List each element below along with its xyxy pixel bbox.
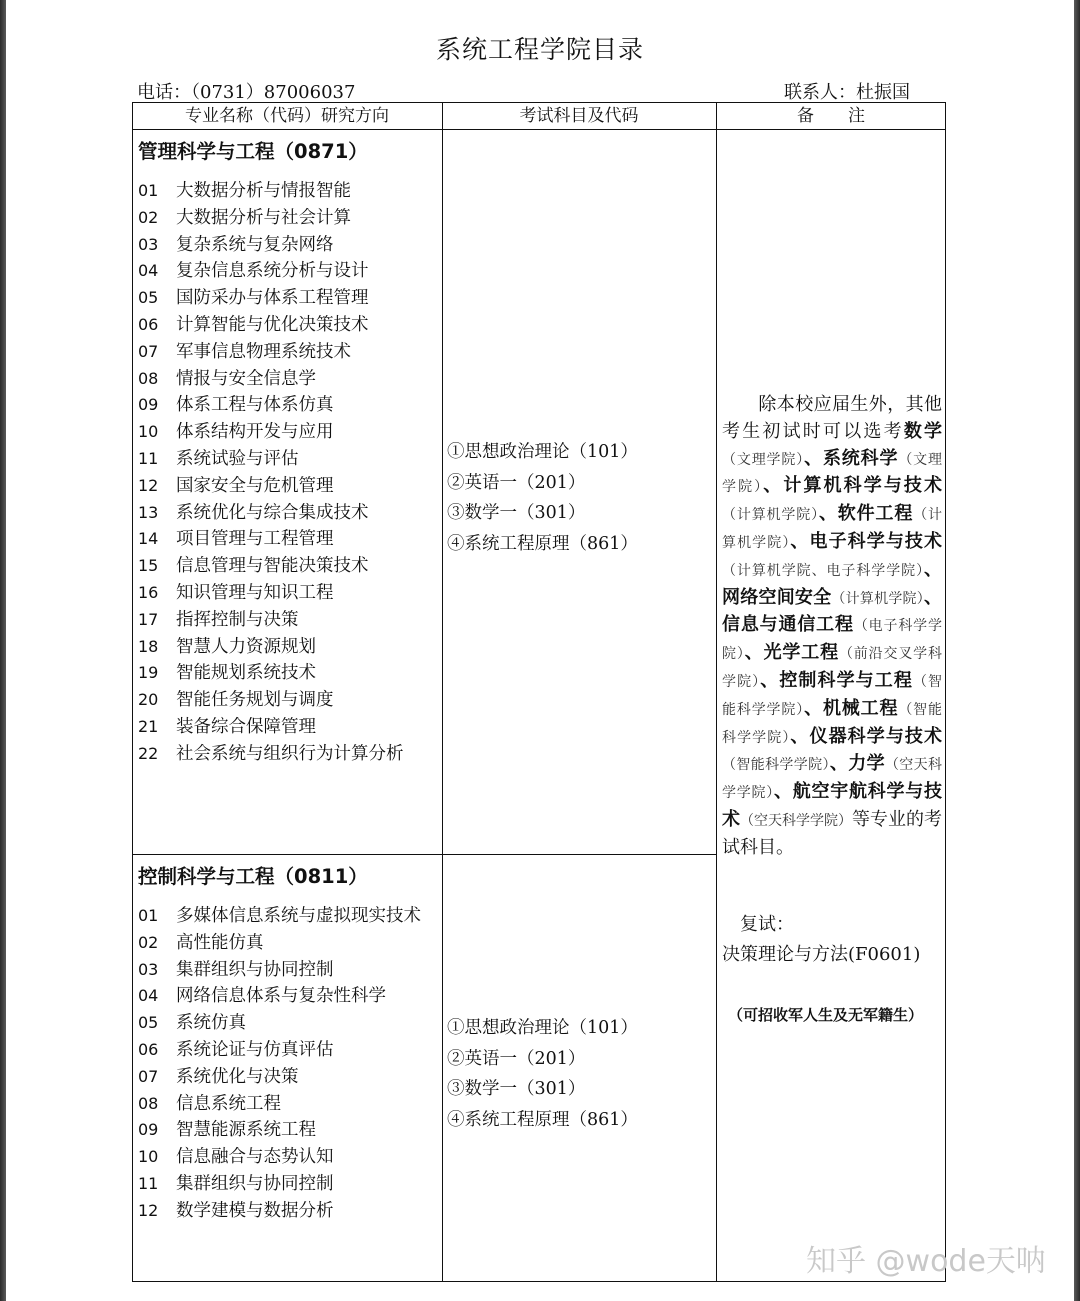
remark-subject: 、 bbox=[924, 558, 942, 580]
direction-name: 国家安全与危机管理 bbox=[176, 475, 334, 496]
direction-item bbox=[138, 1117, 421, 1144]
direction-item bbox=[138, 660, 404, 687]
remark-school: （计算机学院） bbox=[722, 507, 819, 524]
direction-code: 12 bbox=[138, 1200, 159, 1220]
direction-name: 军事信息物理系统技术 bbox=[176, 341, 351, 362]
watermark: 知乎 @wode天呐 bbox=[806, 1244, 1046, 1279]
exam-subject: ①思想政治理论（101） bbox=[447, 442, 638, 462]
direction-name: 系统优化与综合集成技术 bbox=[176, 502, 369, 523]
remark-subject: 软件工程 bbox=[837, 503, 914, 525]
direction-item bbox=[138, 1171, 421, 1198]
direction-name: 集群组织与协同控制 bbox=[176, 1173, 334, 1194]
direction-item bbox=[138, 473, 404, 500]
remarks-text bbox=[722, 392, 942, 862]
direction-code: 05 bbox=[138, 288, 159, 308]
major-title-0811: 控制科学与工程（0811） bbox=[138, 865, 368, 888]
direction-code: 08 bbox=[138, 1093, 159, 1113]
direction-name: 智能任务规划与调度 bbox=[176, 690, 334, 711]
remark-subject: 光学工程 bbox=[763, 642, 839, 664]
major-title-0871: 管理科学与工程（0871） bbox=[138, 140, 368, 163]
direction-code: 21 bbox=[138, 716, 159, 736]
direction-name: 计算智能与优化决策技术 bbox=[176, 314, 369, 335]
direction-code: 10 bbox=[138, 422, 159, 442]
direction-code: 19 bbox=[138, 663, 159, 683]
remark-subject: 、 bbox=[804, 697, 823, 719]
direction-name: 系统论证与仿真评估 bbox=[176, 1039, 334, 1060]
direction-item bbox=[138, 930, 421, 957]
right-frame-border bbox=[1074, 0, 1080, 1301]
direction-code: 14 bbox=[138, 529, 159, 549]
remark-school: （前沿交叉学科学院） bbox=[722, 646, 943, 690]
remark-subject: 力学 bbox=[848, 753, 885, 775]
remark-subject: 、 bbox=[790, 530, 810, 552]
remark-subject: 数学 bbox=[903, 420, 943, 442]
direction-code: 17 bbox=[138, 609, 159, 629]
remark-subject: 计算机科学与技术 bbox=[783, 475, 943, 497]
exam-subject: ③数学一（301） bbox=[447, 1079, 586, 1099]
remark-school: （计算机学院） bbox=[831, 590, 925, 607]
direction-code: 18 bbox=[138, 636, 159, 656]
direction-name: 信息融合与态势认知 bbox=[176, 1147, 334, 1168]
remark-subject: 、 bbox=[760, 669, 780, 691]
remark-subject: 控制科学与工程 bbox=[779, 669, 913, 691]
direction-name: 大数据分析与情报智能 bbox=[176, 181, 351, 201]
direction-name: 体系工程与体系仿真 bbox=[176, 395, 334, 416]
direction-name: 系统仿真 bbox=[176, 1013, 246, 1034]
exam-subject: ④系统工程原理（861） bbox=[447, 1109, 638, 1130]
direction-code: 03 bbox=[138, 959, 159, 979]
remark-school: （文理学院） bbox=[722, 451, 805, 468]
direction-item bbox=[138, 339, 404, 366]
direction-item bbox=[138, 957, 421, 984]
exam-subject: ①思想政治理论（101） bbox=[447, 1018, 638, 1038]
direction-item bbox=[138, 714, 404, 741]
header-major: 专业名称（代码）研究方向 bbox=[185, 106, 389, 126]
direction-item bbox=[138, 983, 421, 1010]
enrollment-note: （可招收军人生及无军籍生） bbox=[728, 1006, 924, 1024]
direction-item bbox=[138, 285, 404, 312]
direction-item bbox=[138, 741, 404, 768]
direction-name: 复杂系统与复杂网络 bbox=[176, 234, 334, 255]
direction-name: 智能规划系统技术 bbox=[176, 663, 316, 684]
remark-school: （智能科学学院） bbox=[722, 701, 943, 746]
remark-subject: 、 bbox=[818, 503, 838, 525]
direction-item bbox=[138, 392, 404, 419]
column-divider-2 bbox=[716, 102, 717, 1282]
direction-name: 国防采办与体系工程管理 bbox=[176, 288, 369, 309]
direction-name: 系统优化与决策 bbox=[176, 1066, 299, 1087]
exam-subject: ②英语一（201） bbox=[447, 472, 586, 493]
direction-name: 多媒体信息系统与虚拟现实技术 bbox=[176, 906, 421, 926]
direction-code: 16 bbox=[138, 582, 159, 602]
exam-list-0871 bbox=[447, 437, 638, 559]
direction-name: 集群组织与协同控制 bbox=[176, 959, 334, 980]
remark-subject: 、 bbox=[763, 475, 784, 497]
direction-name: 信息系统工程 bbox=[176, 1093, 281, 1114]
direction-name: 知识管理与知识工程 bbox=[176, 582, 334, 603]
column-divider-1 bbox=[442, 102, 443, 1282]
direction-code: 01 bbox=[138, 181, 159, 200]
direction-item bbox=[138, 1037, 421, 1064]
direction-code: 20 bbox=[138, 690, 159, 710]
direction-code: 10 bbox=[138, 1147, 159, 1167]
page-title: 系统工程学院目录 bbox=[435, 35, 644, 64]
remark-subject: 航空宇航科学与技术 bbox=[722, 781, 942, 830]
remark-subject: 信息与通信工程 bbox=[722, 614, 854, 636]
direction-name: 系统试验与评估 bbox=[176, 448, 299, 469]
direction-item bbox=[138, 366, 404, 393]
direction-item bbox=[138, 1198, 421, 1225]
remark-subject: 网络空间安全 bbox=[722, 586, 832, 608]
direction-code: 22 bbox=[138, 743, 159, 763]
direction-code: 02 bbox=[138, 932, 159, 952]
remark-school: （计算机学院、电子科学学院） bbox=[722, 562, 924, 579]
header-exam: 考试科目及代码 bbox=[519, 106, 639, 126]
direction-item bbox=[138, 687, 404, 714]
remark-text: 除本校应届生外，其他考生初试时可以选考 bbox=[722, 394, 942, 442]
direction-code: 04 bbox=[138, 986, 159, 1006]
remark-subject: 系统科学 bbox=[822, 447, 899, 469]
direction-code: 09 bbox=[138, 1120, 159, 1140]
direction-code: 11 bbox=[138, 448, 159, 468]
direction-item bbox=[138, 526, 404, 553]
direction-item bbox=[138, 312, 404, 339]
direction-name: 体系结构开发与应用 bbox=[176, 422, 334, 443]
remark-subject: 、 bbox=[804, 447, 823, 469]
remark-subject: 、 bbox=[774, 781, 793, 803]
direction-item bbox=[138, 419, 404, 446]
direction-code: 02 bbox=[138, 207, 159, 227]
direction-name: 项目管理与工程管理 bbox=[176, 529, 334, 550]
direction-code: 04 bbox=[138, 261, 159, 281]
direction-code: 07 bbox=[138, 1066, 159, 1086]
remark-subject: 、 bbox=[790, 725, 810, 747]
exam-subject: ②英语一（201） bbox=[447, 1048, 586, 1069]
header-divider bbox=[132, 129, 946, 130]
direction-item bbox=[138, 1091, 421, 1118]
header-remarks: 备 注 bbox=[797, 106, 865, 126]
remark-school: （电子科学学院） bbox=[722, 618, 943, 663]
direction-item bbox=[138, 607, 404, 634]
direction-code: 07 bbox=[138, 341, 159, 361]
direction-item bbox=[138, 1064, 421, 1091]
phone-number: 电话：（0731）87006037 bbox=[137, 82, 356, 103]
direction-list-0811 bbox=[138, 903, 421, 1225]
remark-subject: 、 bbox=[744, 642, 764, 664]
exam-subject: ④系统工程原理（861） bbox=[447, 533, 638, 554]
direction-item bbox=[138, 553, 404, 580]
direction-code: 15 bbox=[138, 556, 159, 576]
direction-name: 指挥控制与决策 bbox=[176, 609, 299, 630]
direction-name: 装备综合保障管理 bbox=[176, 716, 316, 737]
direction-item bbox=[138, 178, 404, 205]
direction-name: 智慧能源系统工程 bbox=[176, 1120, 316, 1141]
direction-code: 13 bbox=[138, 502, 159, 522]
direction-name: 数学建模与数据分析 bbox=[176, 1200, 334, 1221]
remark-school: （计算机学院） bbox=[722, 507, 943, 551]
direction-item bbox=[138, 1010, 421, 1037]
exam-list-0811 bbox=[447, 1013, 638, 1135]
direction-code: 11 bbox=[138, 1173, 159, 1193]
left-frame-border bbox=[0, 0, 6, 1301]
direction-name: 社会系统与组织行为计算分析 bbox=[176, 743, 404, 764]
direction-code: 06 bbox=[138, 1039, 159, 1059]
direction-item bbox=[138, 580, 404, 607]
exam-subject: ③数学一（301） bbox=[447, 503, 586, 523]
remark-subject: 机械工程 bbox=[822, 697, 899, 719]
remark-subject: 、 bbox=[829, 753, 849, 775]
remark-subject: 电子科学与技术 bbox=[809, 530, 943, 552]
remark-subject: 、 bbox=[924, 586, 943, 608]
major-divider bbox=[132, 854, 716, 855]
direction-item bbox=[138, 446, 404, 473]
remark-school: （文理学院） bbox=[722, 451, 943, 496]
direction-code: 09 bbox=[138, 395, 159, 415]
direction-name: 大数据分析与社会计算 bbox=[176, 207, 351, 228]
contact-person: 联系人：杜振国 bbox=[784, 82, 910, 103]
direction-name: 高性能仿真 bbox=[176, 932, 264, 953]
direction-code: 06 bbox=[138, 314, 159, 334]
direction-name: 网络信息体系与复杂性科学 bbox=[176, 986, 386, 1007]
direction-item bbox=[138, 500, 404, 527]
remark-text: 等专业的考试科目。 bbox=[722, 808, 942, 858]
direction-item bbox=[138, 1144, 421, 1171]
direction-item bbox=[138, 634, 404, 661]
direction-item bbox=[138, 258, 404, 285]
direction-code: 03 bbox=[138, 234, 159, 254]
direction-code: 05 bbox=[138, 1013, 159, 1033]
remark-school: （空天科学学院） bbox=[722, 757, 943, 802]
direction-code: 08 bbox=[138, 368, 159, 388]
remark-school: （空天科学学院） bbox=[740, 812, 852, 829]
direction-list-0871 bbox=[138, 178, 404, 768]
direction-code: 01 bbox=[138, 906, 159, 925]
direction-item bbox=[138, 205, 404, 232]
direction-code: 12 bbox=[138, 475, 159, 495]
retest-label: 复试： bbox=[740, 914, 794, 935]
direction-name: 情报与安全信息学 bbox=[176, 368, 316, 389]
remark-school: （智能科学学院） bbox=[722, 673, 943, 718]
retest-subject: 决策理论与方法(F0601) bbox=[722, 944, 921, 965]
direction-name: 智慧人力资源规划 bbox=[176, 636, 316, 657]
direction-name: 复杂信息系统分析与设计 bbox=[176, 261, 369, 282]
remark-school: （智能科学学院） bbox=[722, 757, 830, 774]
direction-item bbox=[138, 903, 421, 930]
direction-item bbox=[138, 232, 404, 259]
remark-subject: 仪器科学与技术 bbox=[809, 725, 943, 747]
direction-name: 信息管理与智能决策技术 bbox=[176, 556, 369, 577]
